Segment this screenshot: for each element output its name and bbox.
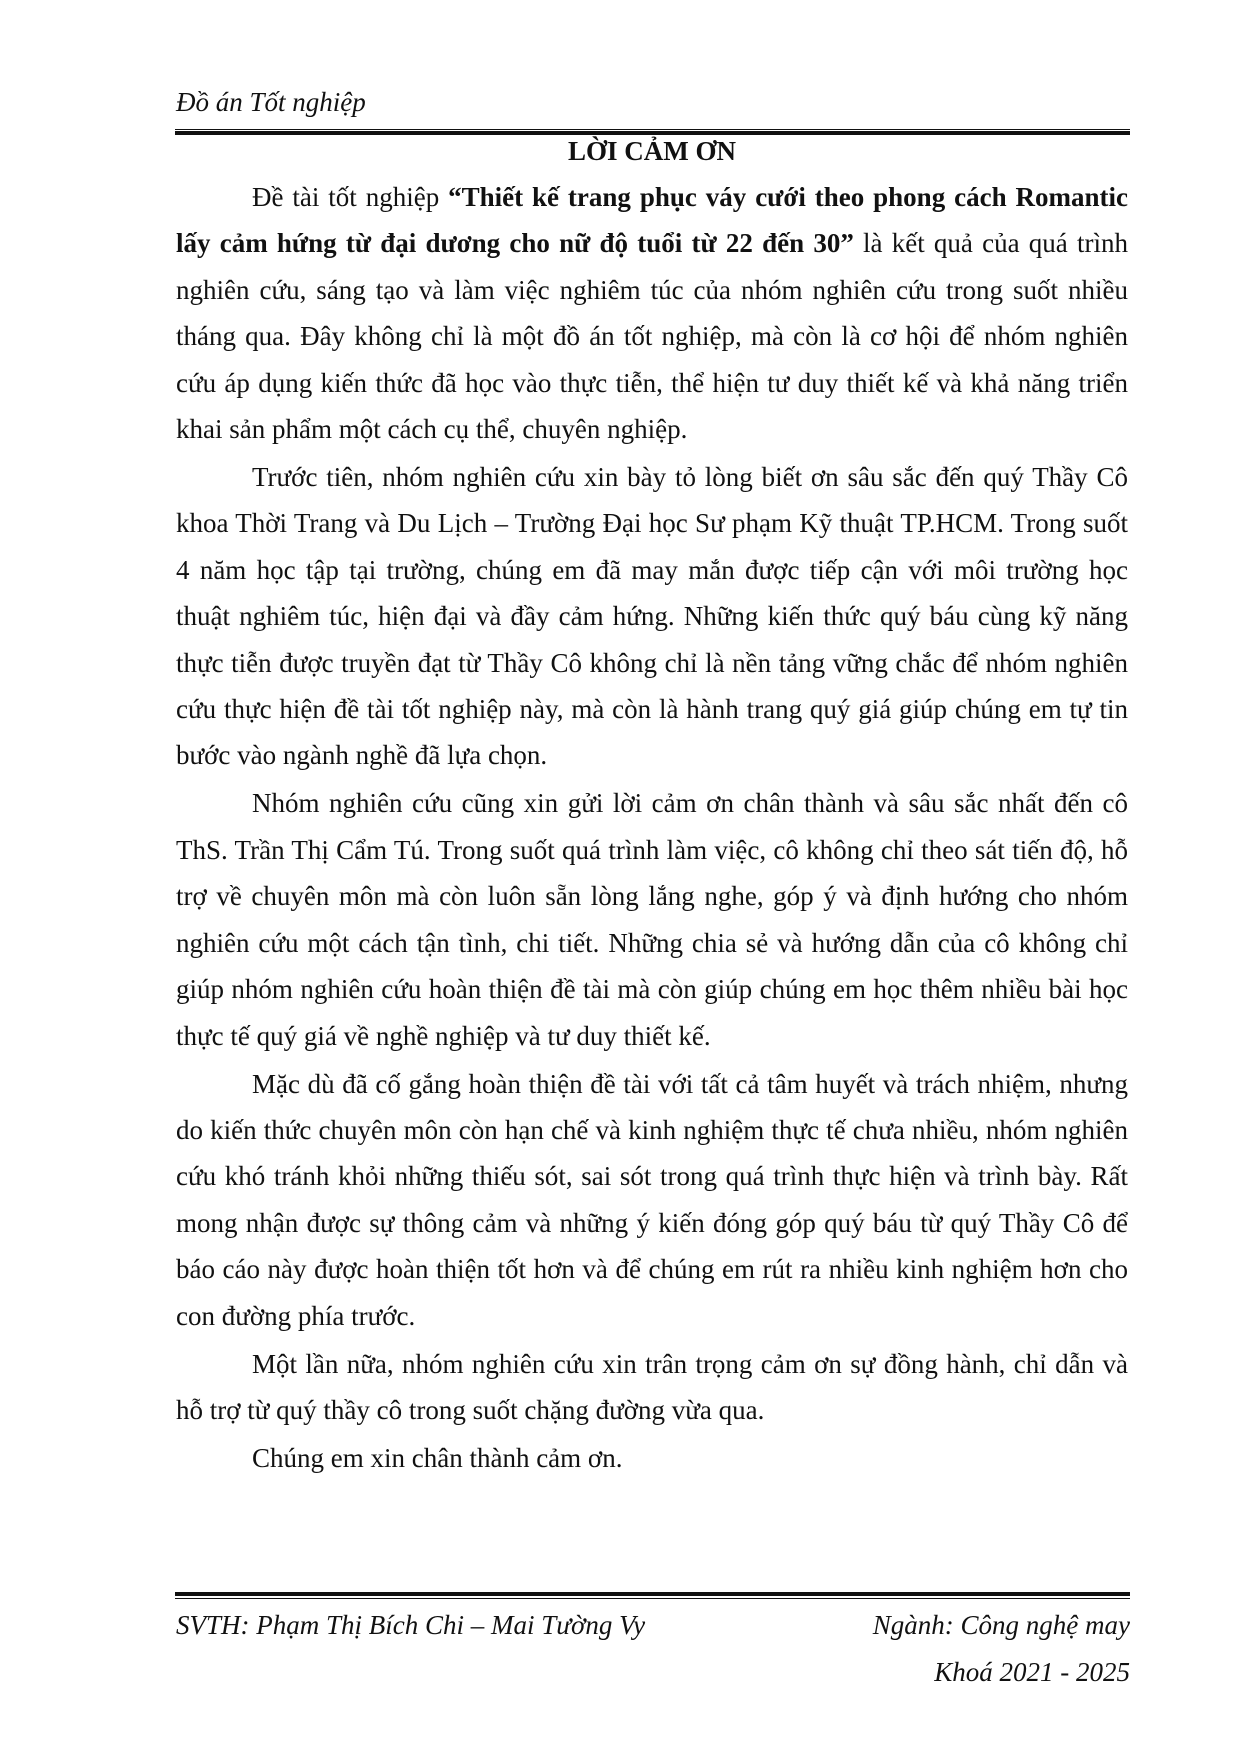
paragraph-1 bbox=[176, 174, 1128, 452]
footer-rule-thick bbox=[175, 1592, 1130, 1596]
document-body bbox=[176, 128, 1128, 1483]
footer-students: SVTH: Phạm Thị Bích Chi – Mai Tường Vy bbox=[176, 1610, 646, 1640]
paragraph-1-lead: Đề tài tốt nghiệp bbox=[252, 182, 449, 212]
paragraph-1-rest: là kết quả của quá trình nghiên cứu, sáng tạo và làm việc nghiêm túc của nhóm nghiên cứu trong suốt nhiều tháng qua. Đây không chỉ là một đồ án tốt nghiệp, mà còn là cơ hội để nhóm nghiên cứu áp dụng kiến thức đã học vào thực tiễn, thể hiện tư duy thiết kế và khả năng triển khai sản phẩm một cách cụ thể, chuyên nghiệp. bbox=[176, 228, 1129, 445]
paragraph-6: Chúng em xin chân thành cảm ơn. bbox=[252, 1442, 623, 1473]
page-heading: LỜI CẢM ƠN bbox=[568, 136, 736, 166]
thesis-title: “Thiết kế trang phục váy cưới theo phong cách Romantic lấy cảm hứng từ đại dương cho nữ độ tuổi từ 22 đến 30” bbox=[176, 182, 1128, 259]
paragraph-2: Trước tiên, nhóm nghiên cứu xin bày tỏ lòng biết ơn sâu sắc đến quý Thầy Cô khoa Thời Trang và Du Lịch – Trường Đại học Sư phạm Kỹ thuật TP.HCM. Trong suốt 4 năm học tập tại trường, chúng em đã may mắn được tiếp cận với môi trường học thuật nghiêm túc, hiện đại và đầy cảm hứng. Những kiến thức quý báu cùng kỹ năng thực tiễn được truyền đạt từ Thầy Cô không chỉ là nền tảng vững chắc để nhóm nghiên cứu thực hiện đề tài tốt nghiệp này, mà còn là hành trang quý giá giúp chúng em tự tin bước vào ngành nghề đã lựa chọn. bbox=[176, 462, 1128, 771]
paragraph-4: Mặc dù đã cố gắng hoàn thiện đề tài với tất cả tâm huyết và trách nhiệm, nhưng do kiến thức chuyên môn còn hạn chế và kinh nghiệm thực tế chưa nhiều, nhóm nghiên cứu khó tránh khỏi những thiếu sót, sai sót trong quá trình thực hiện và trình bày. Rất mong nhận được sự thông cảm và những ý kiến đóng góp quý báu từ quý Thầy Cô để báo cáo này được hoàn thiện tốt hơn và để chúng em rút ra nhiều kinh nghiệm hơn cho con đường phía trước. bbox=[176, 1068, 1128, 1331]
footer-rule-thin bbox=[175, 1598, 1130, 1599]
paragraph-5: Một lần nữa, nhóm nghiên cứu xin trân trọng cảm ơn sự đồng hành, chỉ dẫn và hỗ trợ từ quý thầy cô trong suốt chặng đường vừa qua. bbox=[176, 1348, 1128, 1425]
footer-cohort: Khoá 2021 - 2025 bbox=[934, 1657, 1130, 1687]
header-title: Đồ án Tốt nghiệp bbox=[176, 87, 366, 117]
paragraph-3: Nhóm nghiên cứu cũng xin gửi lời cảm ơn chân thành và sâu sắc nhất đến cô ThS. Trần Thị Cẩm Tú. Trong suốt quá trình làm việc, cô không chỉ theo sát tiến độ, hỗ trợ về chuyên môn mà còn luôn sẵn lòng lắng nghe, góp ý và định hướng cho nhóm nghiên cứu một cách tận tình, chi tiết. Những chia sẻ và hướng dẫn của cô không chỉ giúp nhóm nghiên cứu hoàn thiện đề tài mà còn giúp chúng em học thêm nhiều bài học thực tế quý giá về nghề nghiệp và tư duy thiết kế. bbox=[176, 788, 1128, 1051]
footer-major: Ngành: Công nghệ may bbox=[872, 1610, 1130, 1640]
